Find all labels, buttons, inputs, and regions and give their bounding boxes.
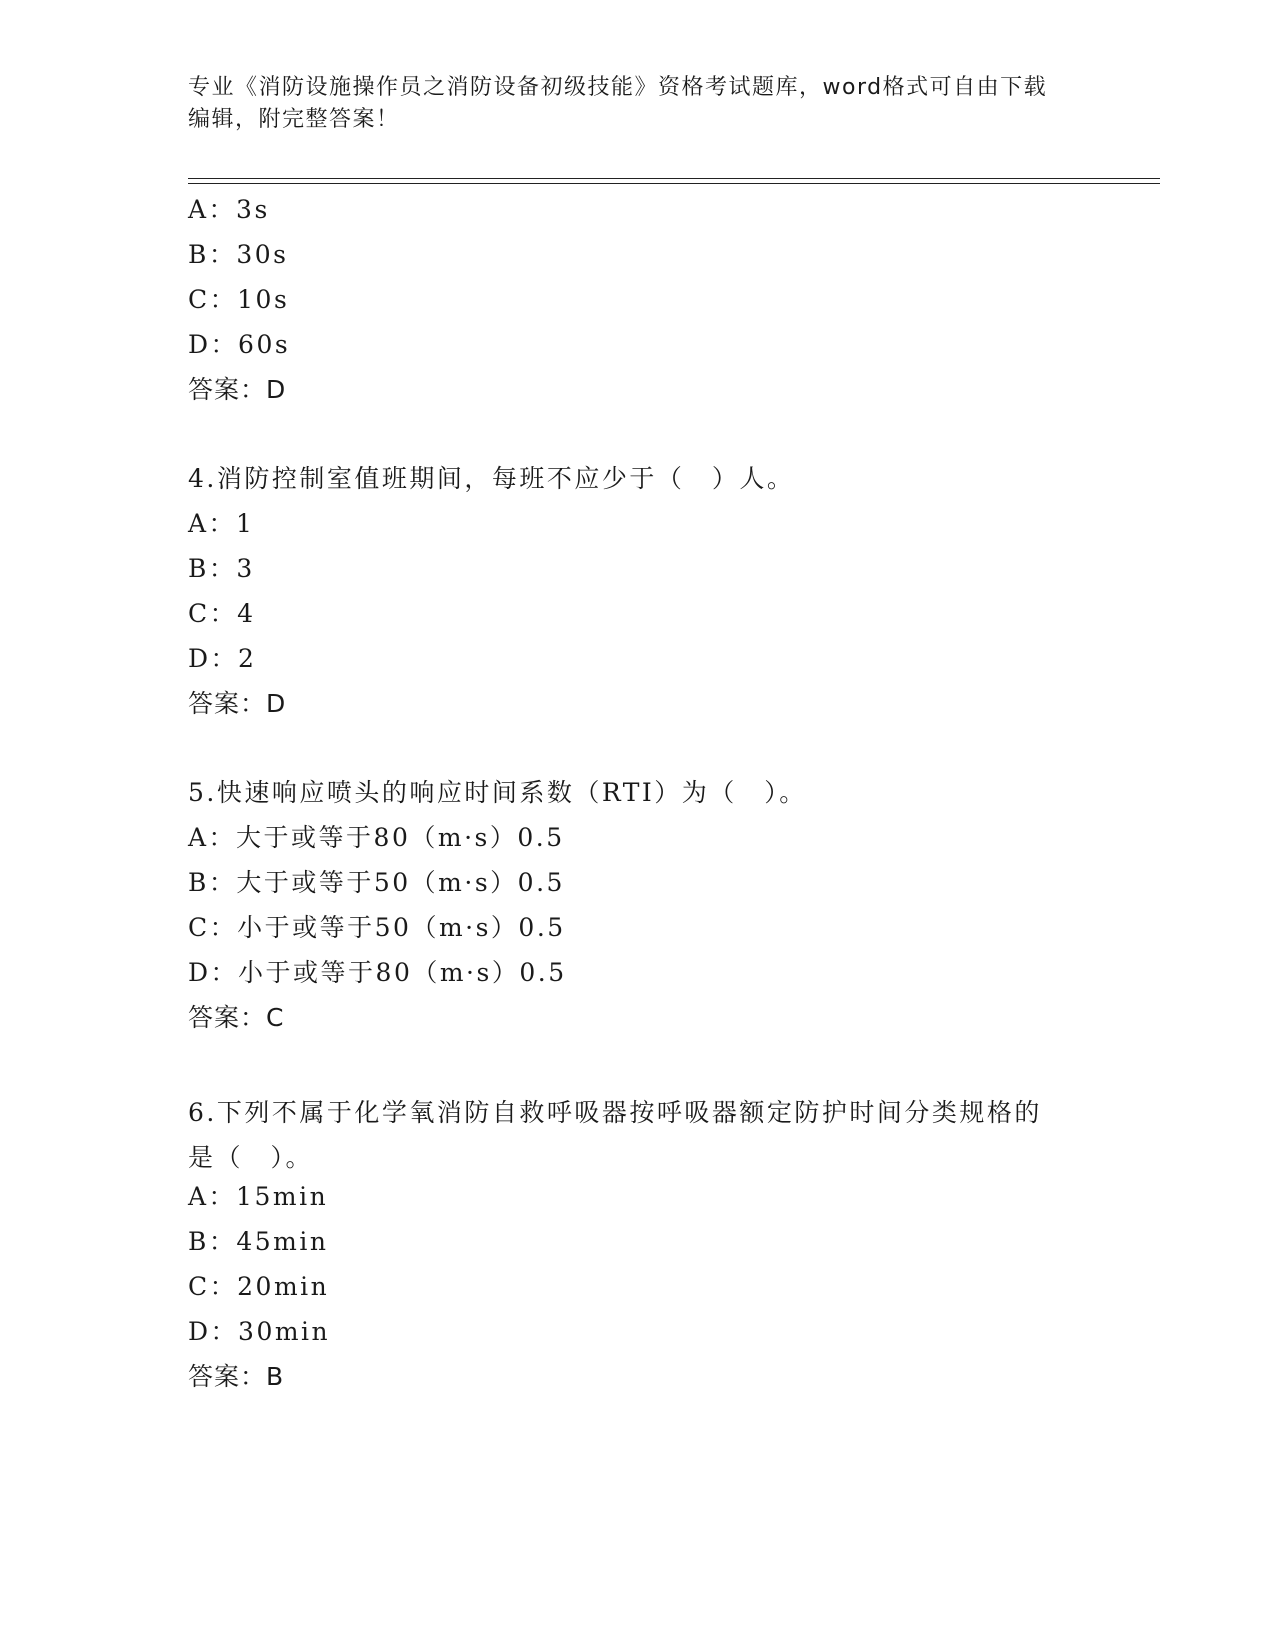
q4-option-b: B：3 [188,554,255,583]
q3-option-d: D：60s [188,330,291,359]
q6-option-d: D：30min [188,1317,331,1346]
q3-answer: 答案：D [188,375,287,404]
q5-option-d: D：小于或等于80（m·s）0.5 [188,958,567,987]
q4-question: 4.消防控制室值班期间，每班不应少于（ ）人。 [188,464,795,493]
q3-option-b: B：30s [188,240,289,269]
q5-answer: 答案：C [188,1003,285,1032]
q4-option-d: D：2 [188,644,257,673]
q6-question: 6.下列不属于化学氧消防自救呼吸器按呼吸器额定防护时间分类规格的是（ ）。 [188,1098,1042,1172]
q4-option-c: C：4 [188,599,256,628]
header-divider-bottom [188,183,1160,184]
q5-question: 5.快速响应喷头的响应时间系数（RTI）为（ ）。 [188,778,807,807]
q4-answer: 答案：D [188,689,287,718]
document-header: 专业《消防设施操作员之消防设备初级技能》资格考试题库，word格式可自由下载编辑，附完整答案！ [188,75,1048,132]
q6-option-b: B：45min [188,1227,329,1256]
q6-option-a: A：15min [188,1182,329,1211]
header-divider-top [188,178,1160,179]
q4-option-a: A：1 [188,509,255,538]
q3-option-c: C：10s [188,285,290,314]
q5-option-b: B：大于或等于50（m·s）0.5 [188,868,565,897]
q6-option-c: C：20min [188,1272,330,1301]
q6-answer: 答案：B [188,1362,285,1391]
q5-option-a: A：大于或等于80（m·s）0.5 [188,823,565,852]
q3-option-a: A：3s [188,195,270,224]
q5-option-c: C：小于或等于50（m·s）0.5 [188,913,566,942]
